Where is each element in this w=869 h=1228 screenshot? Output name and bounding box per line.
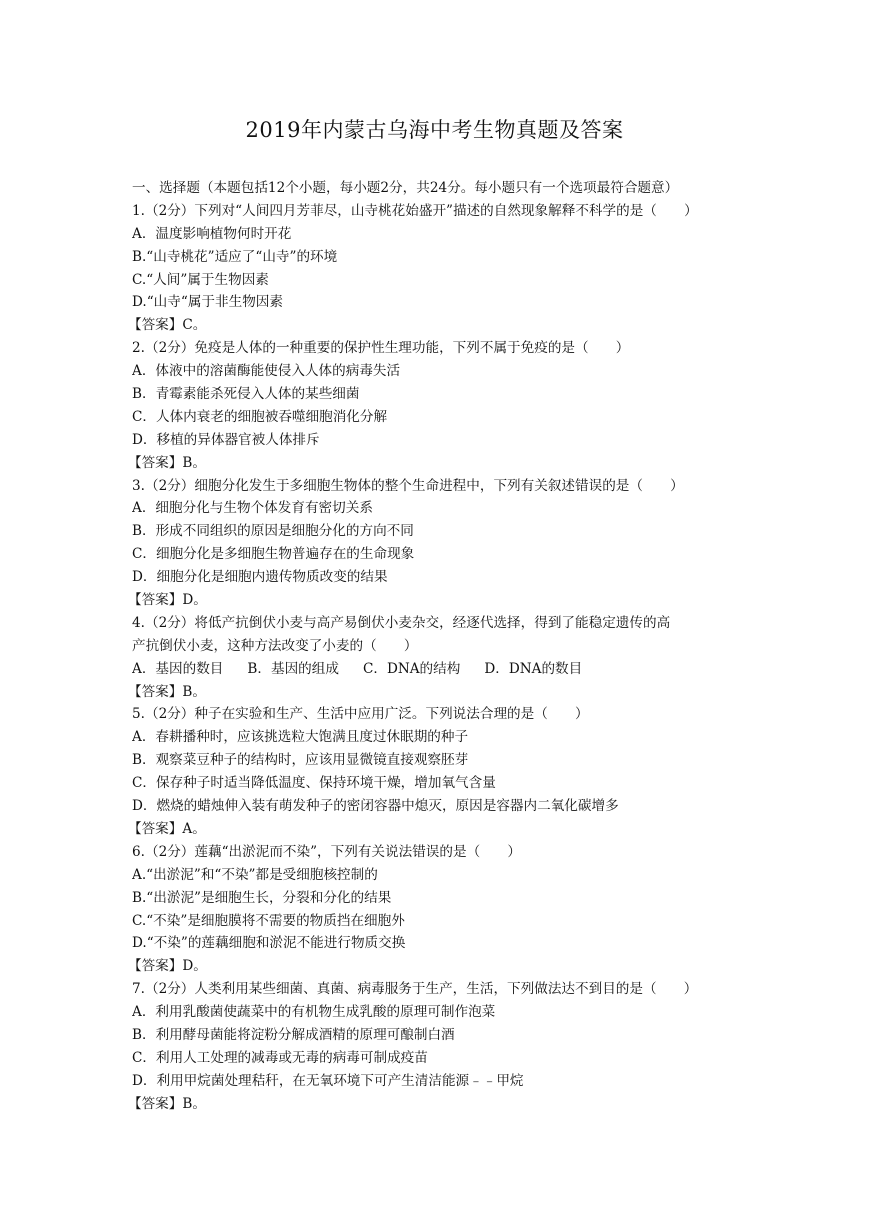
question-4: [128, 612, 742, 704]
option-a: A．温度影响植物何时开花: [132, 225, 292, 242]
question-5: [128, 703, 742, 840]
option-d: D．燃烧的蜡烛伸入装有萌发种子的密闭容器中熄灭，原因是容器内二氧化碳增多: [132, 798, 619, 815]
option-b: B.“山寺桃花”适应了“山寺”的环境: [132, 248, 338, 265]
option-d: D.“山寺“属于非生物因素: [132, 294, 283, 311]
question-stem-line-1: 4.（2分）将低产抗倒伏小麦与高产易倒伏小麦杂交，经逐代选择，得到了能稳定遗传的高: [132, 614, 671, 631]
question-7: [128, 978, 742, 1115]
option-a: A．体液中的溶菌酶能使侵入人体的病毒失活: [132, 363, 401, 380]
question-6: [128, 841, 742, 978]
answer: 【答案】D。: [128, 958, 207, 975]
option-b: B．青霉素能杀死侵入人体的某些细菌: [132, 386, 360, 403]
question-stem-line-2: 产抗倒伏小麦，这种方法改变了小麦的（ ）: [132, 637, 418, 654]
answer: 【答案】D。: [128, 592, 207, 609]
question-stem: 2.（2分）免疫是人体的一种重要的保护性生理功能，下列不属于免疫的是（ ）: [132, 340, 630, 357]
answer: 【答案】C。: [128, 317, 207, 334]
question-stem: 7.（2分）人类利用某些细菌、真菌、病毒服务于生产，生活，下列做法达不到目的是（ ）: [132, 981, 698, 998]
question-2: [128, 337, 742, 474]
option-b: B.“出淤泥”是细胞生长，分裂和分化的结果: [132, 889, 392, 906]
option-c: C.“不染”是细胞膜将不需要的物质挡在细胞外: [132, 912, 405, 929]
question-stem: 6.（2分）莲藕“出淤泥而不染”，下列有关说法错误的是（ ）: [132, 843, 521, 860]
option-a: A．细胞分化与生物个体发育有密切关系: [132, 500, 373, 517]
answer: 【答案】A。: [128, 820, 206, 837]
option-c: C．利用人工处理的减毒或无毒的病毒可制成疫苗: [132, 1049, 428, 1066]
option-c: C．细胞分化是多细胞生物普遍存在的生命现象: [132, 546, 415, 563]
option-d: D．移植的异体器官被人体排斥: [132, 431, 320, 448]
question-stem: 3.（2分）细胞分化发生于多细胞生物体的整个生命进程中，下列有关叙述错误的是（ ）: [132, 477, 684, 494]
option-c: C．保存种子时适当降低温度、保持环境干燥，增加氧气含量: [132, 775, 496, 792]
option-c: C．人体内衰老的细胞被吞噬细胞消化分解: [132, 408, 388, 425]
option-b: B．利用酵母菌能将淀粉分解成酒精的原理可酿制白酒: [132, 1026, 455, 1043]
section-header: 一、选择题（本题包括12个小题，每小题2分，共24分。每小题只有一个选项最符合题意）: [132, 180, 679, 196]
document-body: [128, 177, 742, 1116]
answer: 【答案】B。: [128, 683, 206, 700]
answer: 【答案】B。: [128, 454, 206, 471]
option-b: B．基因的组成: [247, 660, 339, 677]
option-d: D．利用甲烷菌处理秸秆，在无氧环境下可产生清洁能源﹣﹣甲烷: [132, 1072, 524, 1089]
option-d: D.“不染”的莲藕细胞和淤泥不能进行物质交换: [132, 935, 406, 952]
option-b: B．形成不同组织的原因是细胞分化的方向不同: [132, 523, 414, 540]
option-a: A.“出淤泥”和“不染”都是受细胞核控制的: [132, 866, 378, 883]
options-row: [132, 658, 742, 681]
question-stem: 1.（2分）下列对“人间四月芳菲尽，山寺桃花始盛开”描述的自然现象解释不科学的是（ ）: [132, 202, 698, 219]
option-b: B．观察菜豆种子的结构时，应该用显微镜直接观察胚芽: [132, 752, 469, 769]
question-1: [128, 200, 742, 337]
option-a: A．基因的数目: [132, 660, 224, 677]
answer: 【答案】B。: [128, 1095, 206, 1112]
page-title: 2019年内蒙古乌海中考生物真题及答案: [245, 118, 624, 142]
option-c: C.“人间”属于生物因素: [132, 271, 269, 288]
option-c: C．DNA的结构: [362, 660, 461, 677]
question-3: [128, 475, 742, 612]
option-d: D．DNA的数目: [484, 660, 583, 677]
option-a: A．春耕播种时，应该挑选粒大饱满且度过休眠期的种子: [132, 729, 469, 746]
question-stem: 5.（2分）种子在实验和生产、生活中应用广泛。下列说法合理的是（ ）: [132, 706, 589, 723]
option-a: A．利用乳酸菌使蔬菜中的有机物生成乳酸的原理可制作泡菜: [132, 1004, 496, 1021]
option-d: D．细胞分化是细胞内遗传物质改变的结果: [132, 569, 388, 586]
